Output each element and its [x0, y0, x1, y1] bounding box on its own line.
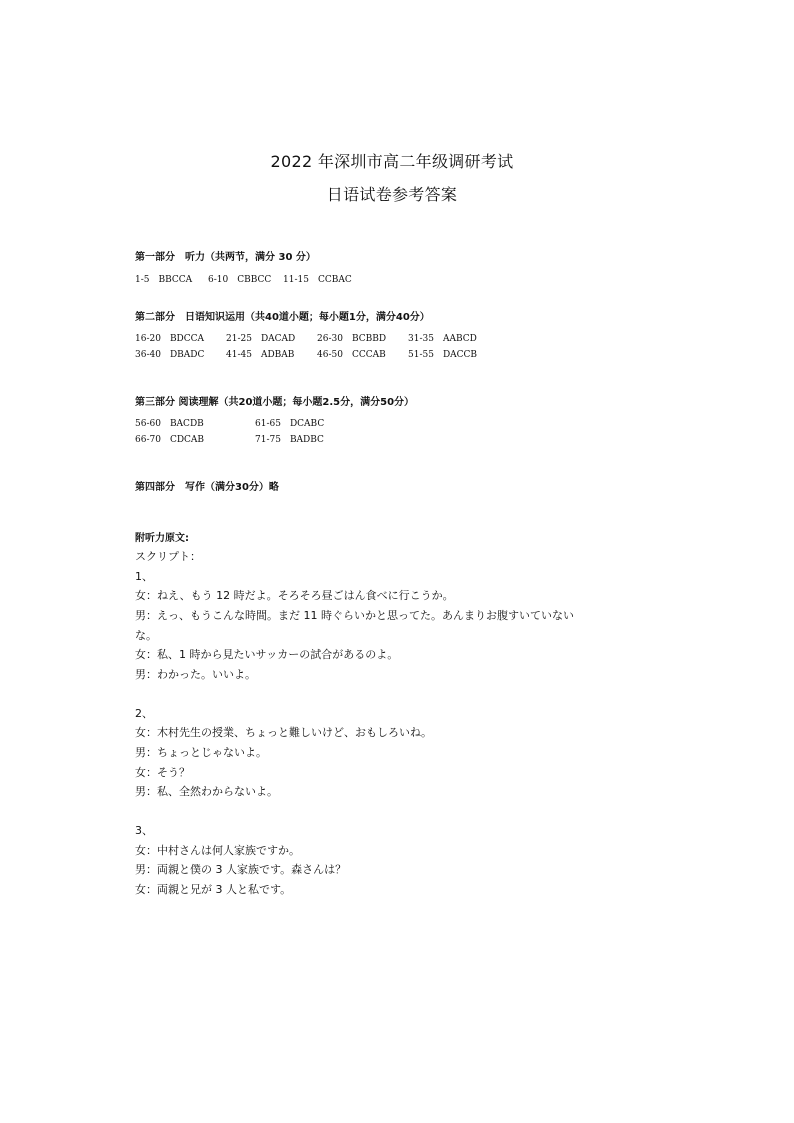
page-subtitle: 日语试卷参考答案	[326, 185, 458, 204]
section2-heading: 第二部分 日语知识运用（共40道小题；每小题1分，满分40分）	[135, 312, 430, 323]
section3-heading: 第三部分 阅读理解（共20道小题；每小题2.5分，满分50分）	[135, 397, 415, 408]
dialogue-line: 男：両親と僕の 3 人家族です。森さんは？	[135, 863, 347, 876]
dialogue-line: 男：わかった。いいよ。	[135, 668, 256, 681]
answer-group: 6-10 CBBCC	[208, 275, 272, 285]
answer-group: 26-30 BCBBD	[317, 334, 387, 344]
section4-heading: 第四部分 写作（满分30分）略	[135, 482, 279, 493]
answer-group: 71-75 BADBC	[255, 435, 324, 445]
answer-group: 46-50 CCCAB	[317, 350, 386, 360]
dialogue-line: 女：ねえ、もう 12 時だよ。そろそろ昼ごはん食べに行こうか。	[135, 589, 454, 602]
dialogue-line: 男：私、全然わからないよ。	[135, 785, 278, 798]
dialogue-line: 女：そう？	[135, 766, 190, 779]
dialogue-line: 女：私、1 時から見たいサッカーの試合があるのよ。	[135, 648, 399, 661]
answer-group: 1-5 BBCCA	[135, 275, 193, 285]
dialogue2-number: 2、	[135, 707, 153, 720]
dialogue-line: 女：木村先生の授業、ちょっと難しいけど、おもしろいね。	[135, 726, 432, 739]
answer-group: 41-45 ADBAB	[226, 350, 295, 360]
dialogue3-number: 3、	[135, 824, 153, 837]
answer-group: 31-35 AABCD	[408, 334, 477, 344]
dialogue-line: 女：両親と兄が 3 人と私です。	[135, 883, 292, 896]
answer-group: 21-25 DACAD	[226, 334, 296, 344]
answer-group: 61-65 DCABC	[255, 419, 325, 429]
section1-heading: 第一部分 听力（共两节，满分 30 分）	[135, 252, 316, 263]
answer-group: 36-40 DBADC	[135, 350, 205, 360]
appendix-heading: 附听力原文:	[135, 533, 189, 544]
script-label: スクリプト：	[135, 550, 201, 563]
answer-group: 11-15 CCBAC	[283, 275, 352, 285]
answer-group: 66-70 CDCAB	[135, 435, 205, 445]
dialogue1-number: 1、	[135, 570, 153, 583]
answer-group: 51-55 DACCB	[408, 350, 478, 360]
answer-group: 56-60 BACDB	[135, 419, 204, 429]
dialogue-line: な。	[135, 629, 157, 642]
page-title: 2022 年深圳市高二年级调研考试	[270, 152, 514, 171]
answer-group: 16-20 BDCCA	[135, 334, 205, 344]
dialogue-line: 男：えっ、もうこんな時間。まだ 11 時ぐらいかと思ってた。あんまりお腹すいていない	[135, 609, 574, 622]
dialogue-line: 女：中村さんは何人家族ですか。	[135, 844, 300, 857]
dialogue-line: 男：ちょっとじゃないよ。	[135, 746, 267, 759]
